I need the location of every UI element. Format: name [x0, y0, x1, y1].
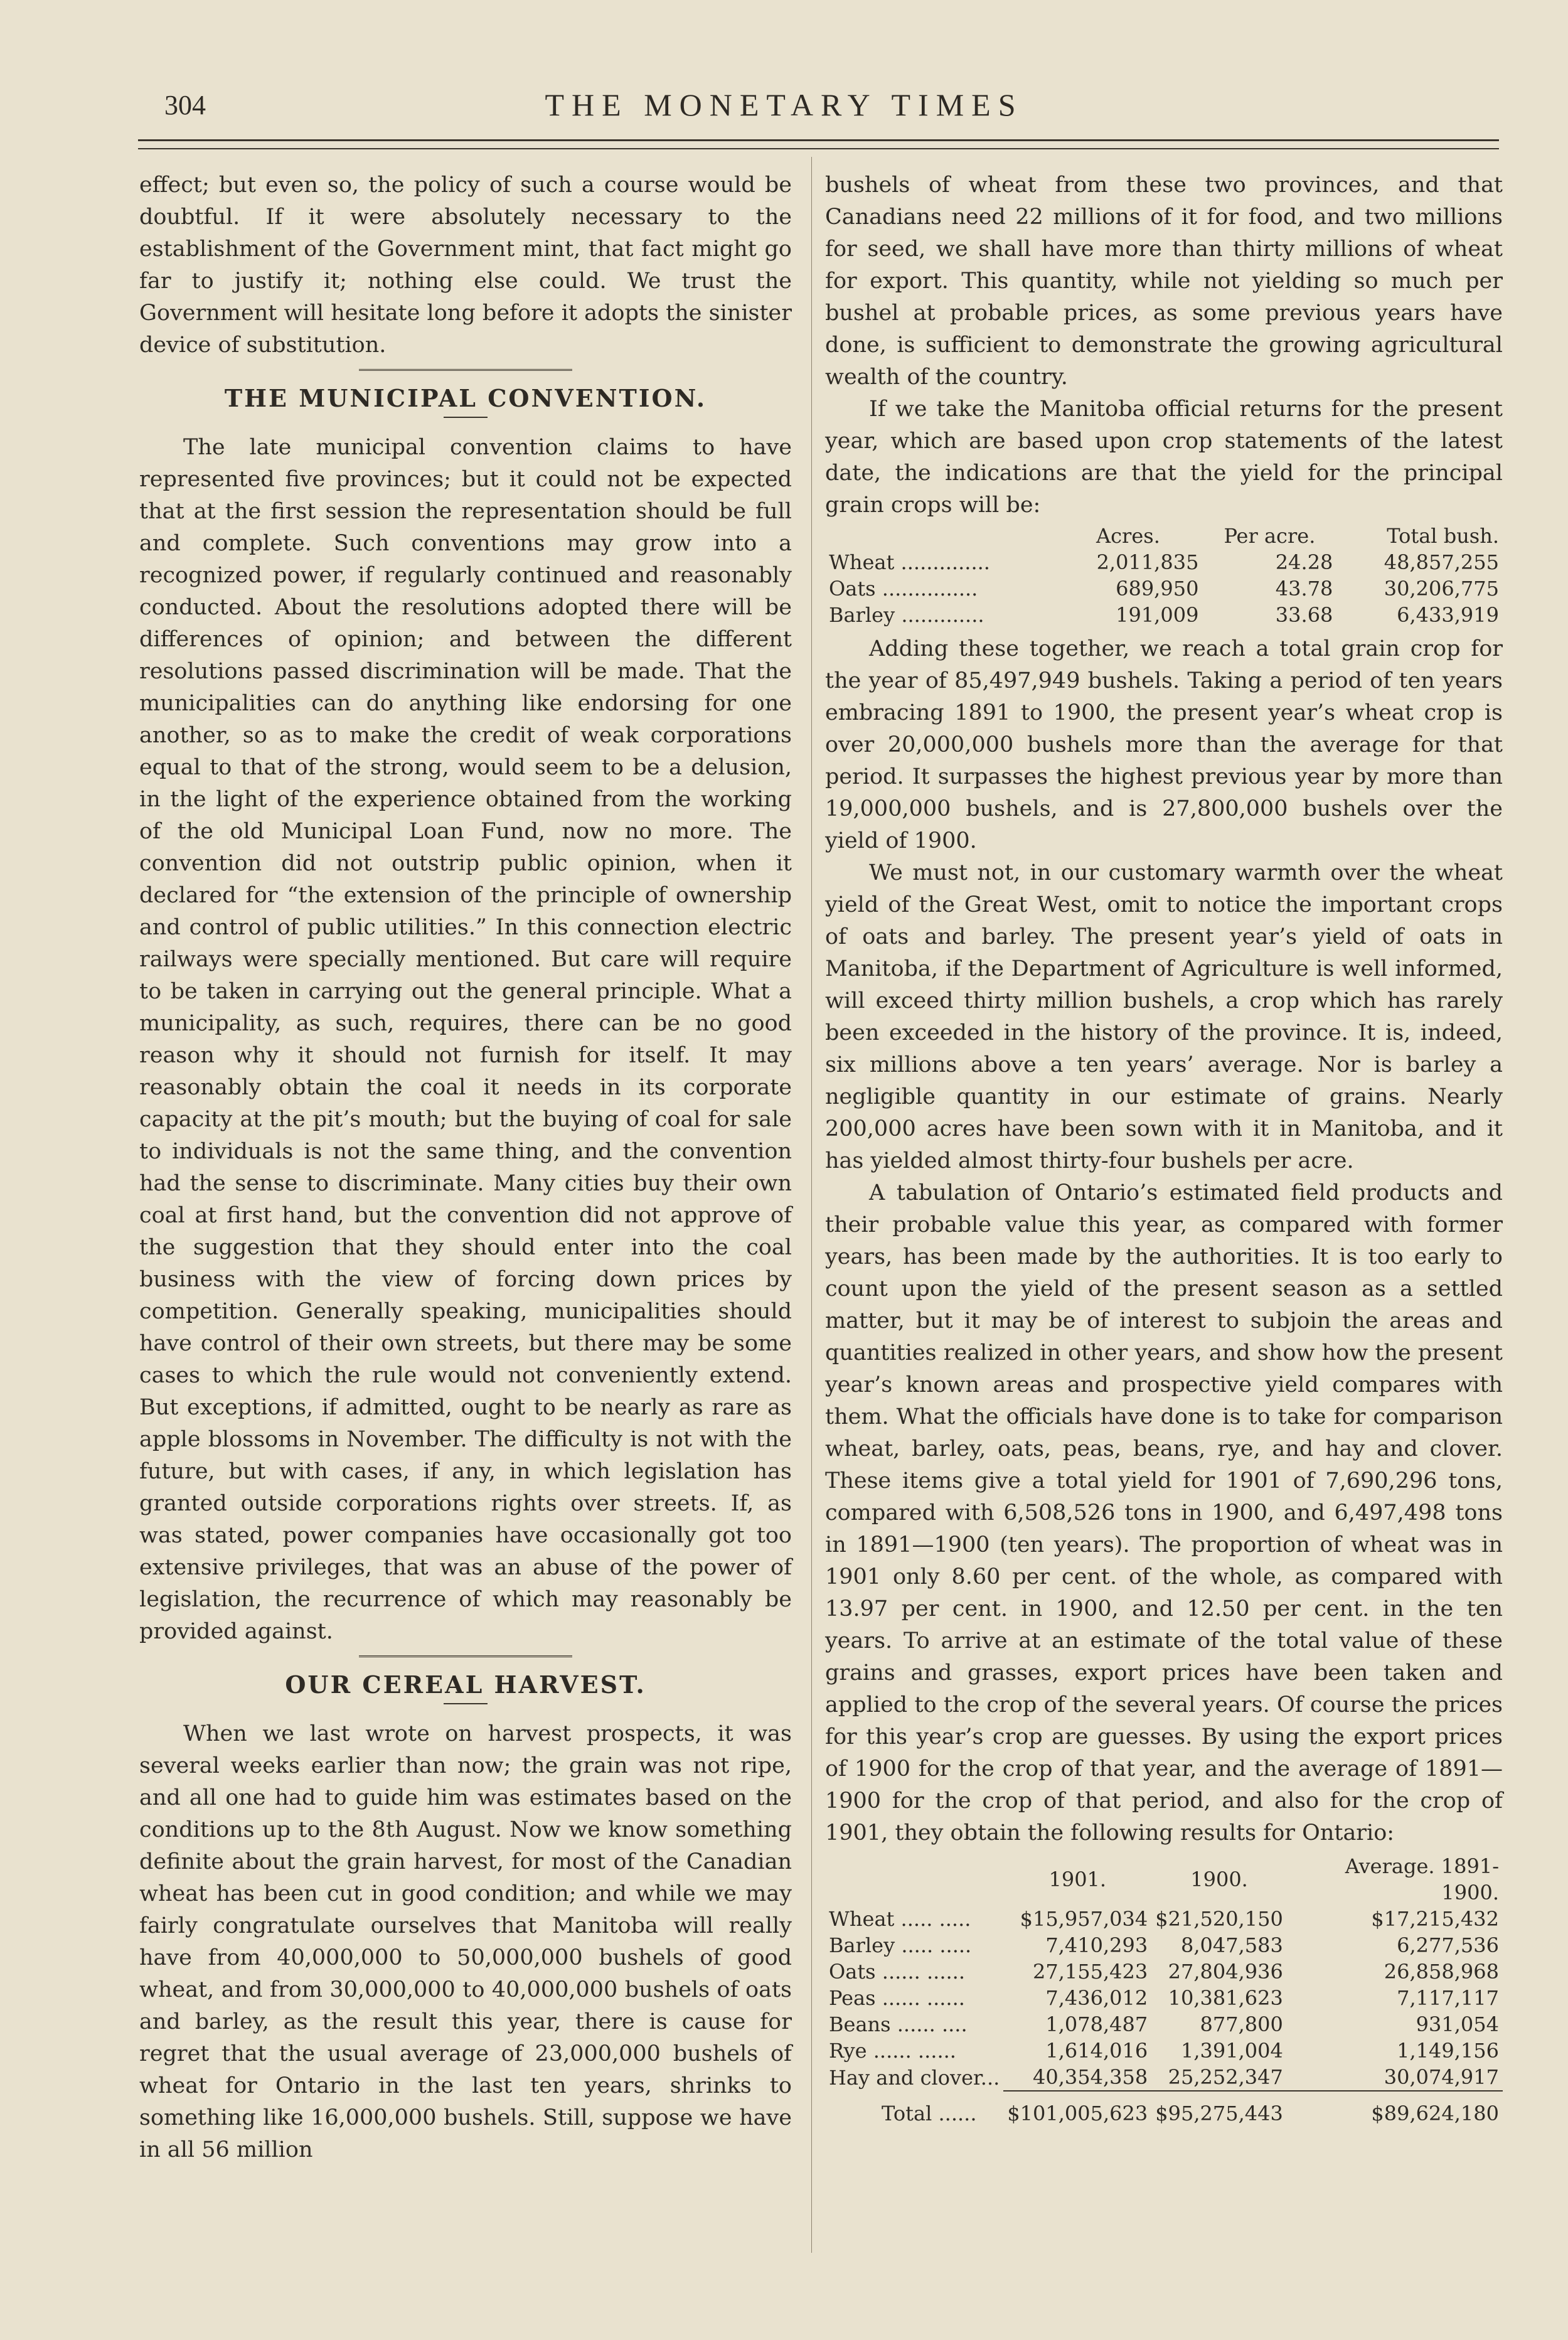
per-acre-cell: 33.68 [1275, 603, 1333, 627]
paragraph-ontario: A tabulation of Ontario’s estimated field products and their probable value this year, as compared with former years, has been made by the authorities. It is too early to count upon the yield of the present season as a settled matter, but it may be of interest to subjoin the areas and quantities realized in other years, and show how the present year’s known areas and prospective yield compares with them. What the officials have done is to take for comparison wheat, barley, oats, peas, beans, rye, and hay and clover. These items give a total yield for 1901 of 7,690,296 tons, compared with 6,508,526 tons in 1900, and 6,497,498 tons in 1891—1900 (ten years). The proportion of wheat was in 1901 only 8.60 per cent. of the whole, as compared with 13.97 per cent. in 1900, and 12.50 per cent. in the ten years. To arrive at an estimate of the total value of these grains and grasses, export prices have been taken and applied to the crop of the several years. Of course the prices for this year’s crop are guesses. By using the export prices of 1900 for the crop of that year, and the average of 1891—1900 for the crop of that period, and also for the crop of 1901, they obtain the following results for Ontario: [825, 1180, 1503, 1846]
crop-label: Wheat ..... ..... [829, 1907, 971, 1931]
title-underline [444, 1703, 488, 1704]
crop-label: Beans ...... .... [829, 2012, 968, 2036]
value-average-cell: 26,858,968 [1384, 1960, 1499, 1984]
table-row [825, 2064, 1503, 2091]
page-number: 304 [164, 90, 206, 120]
total-1900-cell: $95,275,443 [1151, 2091, 1287, 2127]
value-average-cell: 7,117,117 [1397, 1986, 1499, 2010]
paragraph-oats-barley: We must not, in our customary warmth over the wheat yield of the Great West, omit to notice the important crops of oats and barley. The present year’s yield of oats in Manitoba, if the Department of Agriculture is well informed, will exceed thirty million bushels, a crop which has rarely been exceeded in the history of the province. It is, indeed, six millions above a ten years’ average. Nor is barley a negligible quantity in our estimate of grains. Nearly 200,000 acres have been sown with it in Manitoba, and it has yielded almost thirty-four bushels per acre. [825, 860, 1503, 1173]
table-row [825, 2038, 1503, 2064]
column-header: Acres. [1096, 524, 1160, 548]
total-cell: 48,857,255 [1384, 550, 1499, 574]
manitoba-yield-table [825, 523, 1503, 628]
paragraph-continued: bushels of wheat from these two provinces, and that Canadians need 22 millions of it for food, and two millions for seed, we shall have more than thirty millions of wheat for export. This quantity, while not yielding so much per bushel at probable prices, as some previous years have done, is sufficient to demonstrate the growing agricultural wealth of the country. [825, 173, 1503, 390]
table-total-row [825, 2091, 1503, 2127]
value-1901-cell: 7,436,012 [1045, 1986, 1148, 2010]
value-1900-cell: 1,391,004 [1180, 2039, 1283, 2063]
crop-label: Oats ...... ...... [829, 1960, 965, 1984]
table-row [825, 1932, 1503, 1958]
value-1900-cell: 8,047,583 [1180, 1933, 1283, 1957]
crop-label: Hay and clover... [829, 2065, 1000, 2090]
masthead: THE MONETARY TIMES [545, 87, 1023, 122]
total-label: Total ...... [882, 2101, 977, 2125]
section-title-municipal: THE MUNICIPAL CONVENTION. [224, 384, 707, 412]
section-divider [359, 1655, 572, 1657]
table-row [825, 549, 1503, 575]
value-1901-cell: 1,614,016 [1045, 2039, 1148, 2063]
value-average-cell: 931,054 [1416, 2012, 1499, 2036]
value-1901-cell: $15,957,034 [1020, 1907, 1148, 1931]
table-row [825, 575, 1503, 602]
page-header [0, 75, 1568, 132]
paragraph-intro: effect; but even so, the policy of such a course would be doubtful. If it were absolutely necessary to the establishment of the Government mint, that fact might go far to justify it; nothing else could. We trust the Government will hesitate long before it adopts the sinister device of substitution. [139, 173, 792, 358]
per-acre-cell: 24.28 [1275, 550, 1333, 574]
crop-label: Peas ...... ...... [829, 1986, 965, 2010]
crop-label: Wheat .............. [829, 550, 990, 574]
table-row [825, 1985, 1503, 2011]
section-title-cereal: OUR CEREAL HARVEST. [285, 1670, 646, 1699]
per-acre-cell: 43.78 [1275, 577, 1333, 601]
left-column [139, 169, 792, 2166]
column-header: 1900. [1190, 1867, 1248, 1891]
total-cell: 6,433,919 [1397, 603, 1499, 627]
table-row [825, 2011, 1503, 2038]
crop-label: Barley ............. [829, 603, 984, 627]
table-row [825, 1906, 1503, 1932]
crop-label: Rye ...... ...... [829, 2039, 956, 2063]
table-header-row [825, 523, 1503, 549]
crop-label: Barley ..... ..... [829, 1933, 972, 1957]
table-header-row [825, 1853, 1503, 1906]
value-1901-cell: 1,078,487 [1045, 2012, 1148, 2036]
header-rule-thin [138, 148, 1499, 149]
paragraph-cereal: When we last wrote on harvest prospects, it was several weeks earlier than now; the grain was not ripe, and all one had to guide him was estimates based on the conditions up to the 8th August. Now we know something definite about the grain harvest, for most of the Canadian wheat has been cut in good condition; and while we may fairly congratulate ourselves that Manitoba will really have from 40,000,000 to 50,000,000 bushels of good wheat, and from 30,000,000 to 40,000,000 bushels of oats and barley, as the result this year, there is cause for regret that the usual average of 23,000,000 bushels of wheat for Ontario in the last ten years, shrinks to something like 16,000,000 bushels. Still, suppose we have in all 56 million [139, 1721, 792, 2162]
value-average-cell: $17,215,432 [1371, 1907, 1499, 1931]
value-average-cell: 30,074,917 [1384, 2065, 1499, 2089]
table-row [825, 1958, 1503, 1985]
acres-cell: 191,009 [1116, 603, 1199, 627]
ontario-value-table [825, 1853, 1503, 2127]
total-1901-cell: $101,005,623 [1003, 2091, 1151, 2127]
paragraph-manitoba: If we take the Manitoba official returns for the present year, which are based upon crop statements of the latest date, the indications are that the yield for the principal grain crops will be: [825, 397, 1503, 518]
total-cell: 30,206,775 [1384, 577, 1499, 601]
value-1901-cell: 27,155,423 [1033, 1960, 1148, 1984]
column-divider [811, 157, 812, 2253]
crop-label: Oats ............... [829, 577, 978, 601]
column-header: Per acre. [1224, 524, 1316, 548]
acres-cell: 689,950 [1116, 577, 1199, 601]
column-header: 1901. [1048, 1867, 1107, 1891]
value-average-cell: 6,277,536 [1397, 1933, 1499, 1957]
paragraph-municipal: The late municipal convention claims to have represented five provinces; but it could not be expected that at the first session the representation should be full and complete. Such conventions may grow into a recognized power, if regularly continued and reasonably conducted. About the resolutions adopted there will be differences of opinion; and between the different resolutions passed discrimination will be made. That the municipalities can do anything like endorsing for one another, so as to make the credit of weak corporations equal to that of the strong, would seem to be a delusion, in the light of the experience obtained from the working of the old Municipal Loan Fund, now no more. The convention did not outstrip public opinion, when it declared for “the extension of the principle of ownership and control of public utilities.” In this connection electric railways were specially mentioned. But care will require to be taken in carrying out the general principle. What a municipality, as such, requires, there can be no good reason why it should not furnish for itself. It may reasonably obtain the coal it needs in its corporate capacity at the pit’s mouth; but the buying of coal for sale to individuals is not the same thing, and the convention had the sense to discriminate. Many cities buy their own coal at first hand, but the convention did not approve of the suggestion that they should enter into the coal business with the view of forcing down prices by competition. Generally speaking, municipalities should have control of their own streets, but there may be some cases to which the rule would not conveniently extend. But exceptions, if admitted, ought to be nearly as rare as apple blossoms in November. The difficulty is not with the future, but with cases, if any, in which legislation has granted outside corporations rights over streets. If, as was stated, power companies have occasionally got too extensive privileges, that was an abuse of the power of legislation, the recurrence of which may reasonably be provided against. [139, 435, 792, 1644]
column-header: Total bush. [1387, 524, 1499, 548]
value-1900-cell: 10,381,623 [1168, 1986, 1283, 2010]
column-header: Average. 1891-1900. [1345, 1854, 1499, 1905]
right-column [825, 169, 1503, 2127]
value-1900-cell: 25,252,347 [1168, 2065, 1283, 2089]
value-1900-cell: 27,804,936 [1168, 1960, 1283, 1984]
table-row [825, 602, 1503, 628]
title-underline [444, 417, 488, 418]
value-1900-cell: 877,800 [1200, 2012, 1283, 2036]
paragraph-adding: Adding these together, we reach a total grain crop for the year of 85,497,949 bushels. Taking a period of ten years embracing 1891 to 1900, the present year’s wheat crop is over 20,000,000 bushels more than the average for that period. It surpasses the highest previous year by more than 19,000,000 bushels, and is 27,800,000 bushels over the yield of 1900. [825, 636, 1503, 853]
total-average-cell: $89,624,180 [1287, 2091, 1503, 2127]
value-average-cell: 1,149,156 [1397, 2039, 1499, 2063]
value-1901-cell: 7,410,293 [1045, 1933, 1148, 1957]
section-divider [359, 369, 572, 371]
acres-cell: 2,011,835 [1096, 550, 1199, 574]
value-1900-cell: $21,520,150 [1155, 1907, 1283, 1931]
value-1901-cell: 40,354,358 [1033, 2065, 1148, 2089]
header-rule [138, 139, 1499, 141]
